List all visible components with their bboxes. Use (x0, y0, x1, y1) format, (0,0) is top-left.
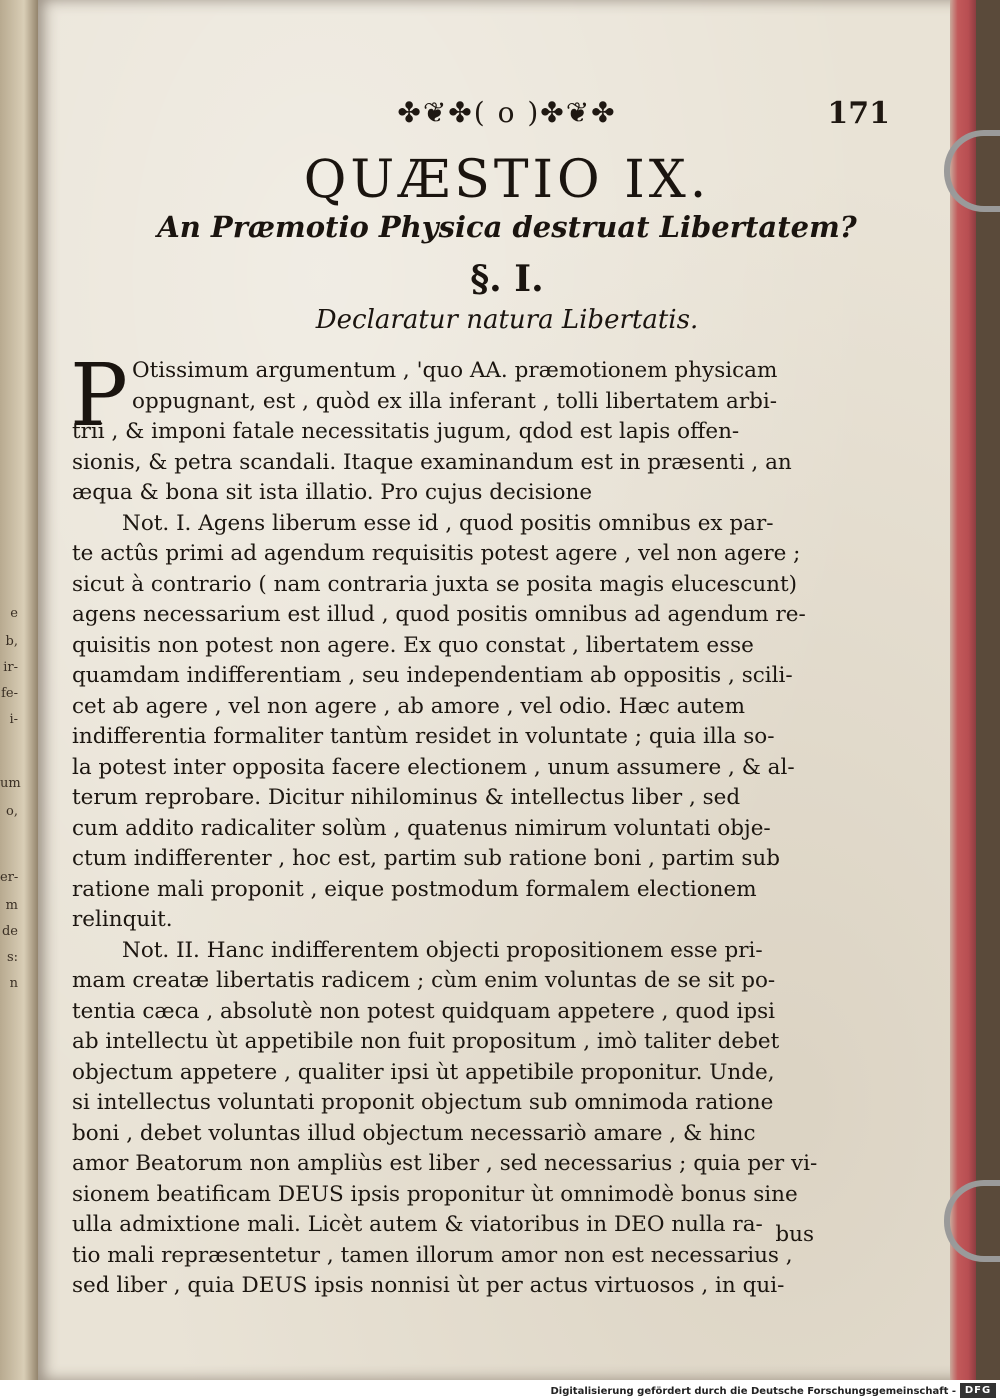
text-line: objectum appetere , qualiter ipsi ùt appetibile proponitur. Unde, (72, 1059, 775, 1085)
left-margin-fragment: i- (9, 712, 18, 727)
text-line: indifferentia formaliter tantùm residet in voluntate ; quia illa so- (72, 724, 775, 749)
text-line: quamdam indifferentiam , seu independentiam ab oppositis , scili- (72, 663, 793, 688)
page-subtitle: An Præmotio Physica destruat Libertatem? (157, 210, 857, 244)
text-line: si intellectus voluntati proponit objectum sub omnimoda ratione (72, 1090, 774, 1115)
left-margin-fragment: um (0, 776, 21, 791)
text-line: ctum indifferenter , hoc est, partim sub ratione boni , partim sub (72, 846, 781, 871)
text-line: sed liber , quia DEUS ipsis nonnisi ùt per actus virtuosos , in qui- (72, 1273, 785, 1298)
text-line: Not. II. Hanc indifferentem objecti propositionem esse pri- (122, 937, 763, 963)
left-margin-fragment: s: (6, 950, 18, 965)
catchword: bus (775, 1222, 814, 1247)
digitization-credit: Digitalisierung gefördert durch die Deutsche Forschungsgemeinschaft - (550, 1386, 956, 1397)
section-number: §. I. (470, 258, 544, 300)
body-text (70, 346, 832, 1302)
left-margin-fragment: er- (0, 870, 19, 885)
text-line: oppugnant, est , quòd ex illa inferant , tolli libertatem arbi- (132, 388, 778, 414)
book-page (38, 0, 976, 1380)
left-page-edge (0, 0, 40, 1380)
text-line: te actûs primi ad agendum requisitis potest agere , vel non agere ; (72, 541, 801, 566)
left-margin-fragment: o, (6, 804, 18, 819)
left-margin-fragment: ir- (3, 660, 18, 675)
text-line: ab intellectu ùt appetibile non fuit propositum , imò taliter debet (72, 1029, 780, 1054)
header-ornament: ✤❦✤( o )✤❦✤ (397, 96, 617, 129)
text-line: boni , debet voluntas illud objectum necessariò amare , & hinc (72, 1120, 756, 1146)
text-line: trii , & imponi fatale necessitatis jugum, qdod est lapis offen- (72, 419, 740, 444)
left-margin-fragment: fe- (1, 686, 18, 701)
text-line: cum addito radicaliter solùm , quatenus nimirum voluntati obje- (72, 815, 771, 841)
left-margin-fragment: e (10, 606, 18, 621)
text-line: terum reprobare. Dicitur nihilominus & intellectus liber , sed (72, 785, 741, 810)
text-line: sicut à contrario ( nam contraria juxta se posita magis elucescunt) (72, 571, 798, 597)
text-line: relinquit. (72, 907, 173, 932)
text-line: quisitis non potest non agere. Ex quo constat , libertatem esse (72, 632, 754, 658)
text-line: agens necessarium est illud , quod positis omnibus ad agendum re- (72, 602, 806, 627)
section-title: Declaratur natura Libertatis. (315, 305, 699, 335)
left-margin-fragment: b, (5, 634, 18, 649)
left-margin-fragment: m (5, 898, 18, 913)
dfg-logo: DFG (960, 1383, 996, 1398)
text-line: la potest inter opposita facere electionem , unum assumere , & al- (72, 754, 795, 780)
text-line: mam creatæ libertatis radicem ; cùm enim voluntas de se sit po- (72, 968, 776, 993)
text-line: ratione mali proponit , eique postmodum formalem electionem (72, 876, 757, 902)
text-line: amor Beatorum non ampliùs est liber , sed necessarius ; quia per vi- (72, 1151, 818, 1176)
text-line: ulla admixtione mali. Licèt autem & viatoribus in DEO nulla ra- (72, 1212, 763, 1237)
text-line: sionem beatificam DEUS ipsis proponitur ùt omnimodè bonus sine (72, 1181, 798, 1207)
drop-cap: P (70, 346, 128, 446)
drop-cap-box (70, 346, 128, 446)
left-margin-fragment: de (1, 924, 18, 939)
left-margin-fragment: n (9, 976, 18, 991)
text-line: tio mali repræsentetur , tamen illorum amor non est necessarius , (72, 1242, 793, 1268)
text-line: æqua & bona sit ista illatio. Pro cujus decisione (72, 480, 593, 505)
page-title: QUÆSTIO IX. (303, 150, 711, 210)
page-number: 171 (827, 96, 890, 131)
text-line: Otissimum argumentum , 'quo AA. præmotionem physicam (132, 358, 778, 383)
text-line: tentia cæca , absolutè non potest quidquam appetere , quod ipsi (72, 998, 776, 1024)
footer-strip (0, 1380, 1000, 1400)
text-line: sionis, & petra scandali. Itaque examinandum est in præsenti , an (72, 449, 792, 475)
text-line: Not. I. Agens liberum esse id , quod positis omnibus ex par- (122, 510, 774, 536)
text-line: cet ab agere , vel non agere , ab amore , vel odio. Hæc autem (72, 693, 746, 719)
